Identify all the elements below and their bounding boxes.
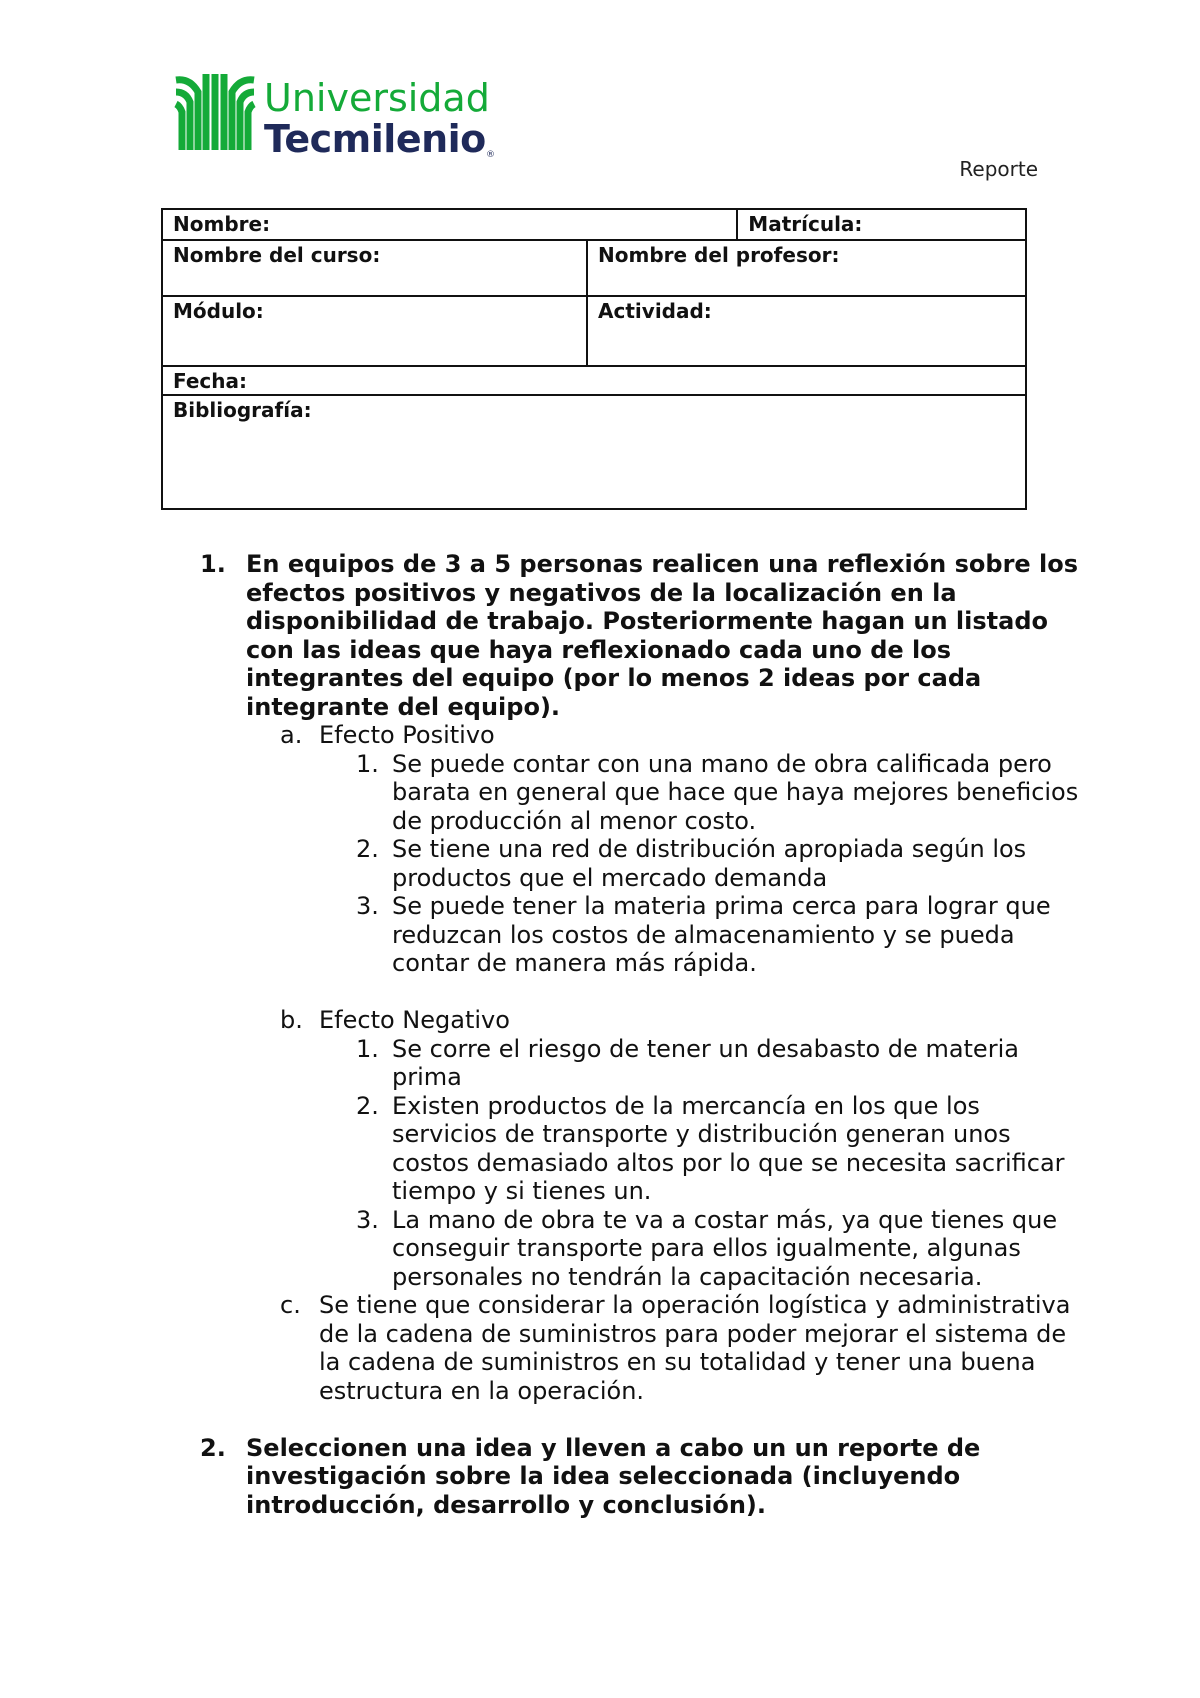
item-text: Existen productos de la mercancía en los que los servicios de transporte y distribución generan unos costos demasiado altos por lo que se necesita sacrificar tiempo y si tienes un. [392, 1091, 1065, 1205]
item-number: 1. [356, 1034, 379, 1063]
logo-tecmilenio-text: Tecmilenio [264, 117, 486, 161]
item-text: Se corre el riesgo de tener un desabasto de materia prima [392, 1034, 1019, 1091]
logo-universidad-text: Universidad [264, 76, 490, 120]
section-title: Efecto Negativo [319, 1006, 510, 1034]
question-number: 1. [200, 550, 226, 578]
list-item [200, 892, 1080, 978]
registered-mark: ® [486, 150, 495, 160]
modulo-field[interactable]: Módulo: [173, 299, 264, 323]
question-2 [200, 1434, 1080, 1520]
spacer [200, 978, 1080, 1007]
item-number: 3. [356, 892, 379, 920]
list-item [200, 1035, 1080, 1092]
curso-field[interactable]: Nombre del curso: [173, 243, 381, 267]
matricula-field[interactable]: Matrícula: [736, 210, 1025, 239]
item-text: Se puede contar con una mano de obra calificada pero barata en general que hace que haya mejores beneficios de producción al menor costo. [392, 749, 1079, 835]
table-row [163, 394, 1025, 508]
item-number: 1. [356, 749, 379, 778]
nombre-field[interactable]: Nombre: [173, 212, 271, 236]
section-letter: c. [280, 1291, 301, 1319]
table-row [163, 210, 1025, 239]
section-title: Efecto Positivo [319, 721, 495, 749]
fecha-field[interactable]: Fecha: [173, 369, 248, 393]
profesor-field[interactable]: Nombre del profesor: [586, 241, 1025, 295]
university-logo [170, 70, 500, 160]
section-c [200, 1291, 1080, 1405]
question-number: 2. [200, 1433, 226, 1462]
table-row [163, 239, 1025, 295]
section-b [200, 1006, 1080, 1035]
list-item [200, 835, 1080, 892]
list-item [200, 1092, 1080, 1206]
section-letter: b. [280, 1006, 303, 1034]
section-letter: a. [280, 721, 303, 749]
item-number: 2. [356, 835, 379, 863]
student-info-table [161, 208, 1027, 510]
section-a [200, 721, 1080, 750]
question-1 [200, 550, 1080, 721]
document-type-label: Reporte [959, 157, 1038, 181]
item-text: Se tiene una red de distribución apropiada según los productos que el mercado demanda [392, 835, 1027, 892]
item-number: 3. [356, 1205, 379, 1234]
item-text: Se puede tener la materia prima cerca para lograr que reduzcan los costos de almacenamiento y se pueda contar de manera más rápida. [392, 892, 1051, 977]
actividad-field[interactable]: Actividad: [586, 297, 1025, 365]
table-row [163, 365, 1025, 394]
tecmilenio-logo-icon [170, 70, 260, 156]
table-row [163, 295, 1025, 365]
item-text: La mano de obra te va a costar más, ya que tienes que conseguir transporte para ellos igualmente, algunas personales no tendrán la capacitación necesaria. [392, 1205, 1058, 1291]
question-text: Seleccionen una idea y lleven a cabo un un reporte de investigación sobre la idea seleccionada (incluyendo introducción, desarrollo y conclusión). [246, 1433, 981, 1519]
bibliografia-field[interactable]: Bibliografía: [173, 398, 312, 422]
questions-list [200, 550, 1080, 1519]
section-text: Se tiene que considerar la operación logística y administrativa de la cadena de suministros para poder mejorar el sistema de la cadena de suministros en su totalidad y tener una buena estructura en la operación. [319, 1291, 1071, 1405]
list-item [200, 1206, 1080, 1292]
question-text: En equipos de 3 a 5 personas realicen una reflexión sobre los efectos positivos y negativos de la localización en la disponibilidad de trabajo. Posteriormente hagan un listado con las ideas que haya reflexionado cada uno de los integrantes del equipo (por lo menos 2 ideas por cada integrante del equipo). [246, 550, 1079, 721]
spacer [200, 1405, 1080, 1434]
item-number: 2. [356, 1091, 379, 1120]
list-item [200, 750, 1080, 836]
